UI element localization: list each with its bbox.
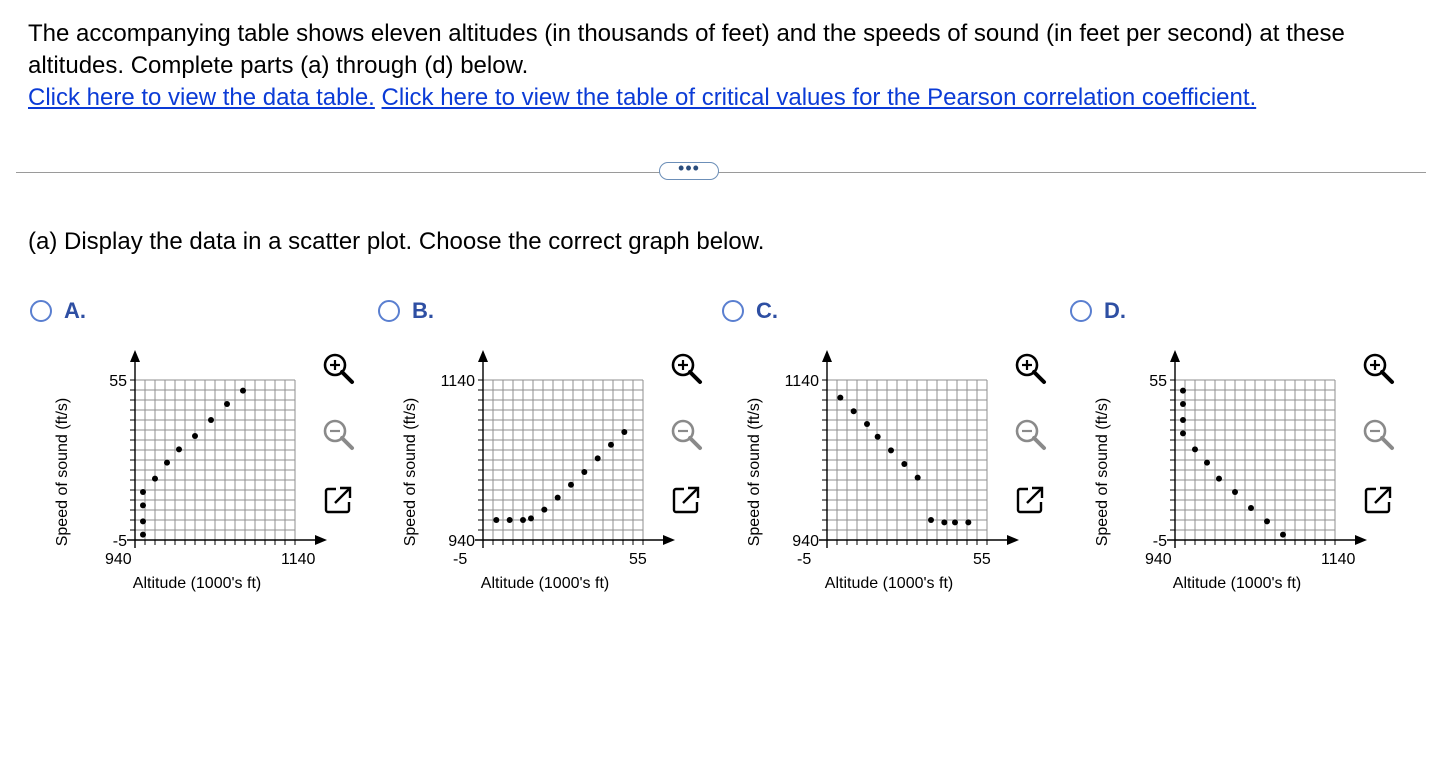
- popout-icon[interactable]: [320, 482, 356, 518]
- x-tick-label: 55: [629, 551, 647, 568]
- zoom-out-icon[interactable]: [668, 416, 704, 452]
- more-button[interactable]: •••: [659, 162, 719, 180]
- data-point: [176, 446, 182, 452]
- question-text: (a) Display the data in a scatter plot. Choose the correct graph below.: [28, 228, 765, 255]
- data-point: [520, 517, 526, 523]
- graph-tools: [668, 350, 708, 548]
- y-tick-label: 940: [448, 533, 475, 550]
- data-point: [192, 433, 198, 439]
- y-axis-arrow: [1170, 350, 1180, 362]
- data-point: [1232, 489, 1238, 495]
- data-point: [1180, 401, 1186, 407]
- zoom-in-icon[interactable]: [1360, 350, 1396, 386]
- data-point: [581, 469, 587, 475]
- zoom-in-icon[interactable]: [668, 350, 704, 386]
- data-point: [928, 517, 934, 523]
- x-axis-label: Altitude (1000's ft): [824, 575, 954, 592]
- y-axis-arrow: [478, 350, 488, 362]
- data-point: [941, 519, 947, 525]
- data-point: [493, 517, 499, 523]
- data-table-link[interactable]: Click here to view the data table.: [28, 84, 375, 111]
- y-tick-label: 1140: [440, 373, 475, 390]
- popout-icon[interactable]: [1012, 482, 1048, 518]
- y-tick-label: 55: [1149, 373, 1167, 390]
- graph-tools: [1012, 350, 1052, 548]
- data-point: [901, 461, 907, 467]
- plot-grid: [135, 380, 295, 540]
- x-tick-label: 940: [1145, 551, 1172, 568]
- scatter-plot: [378, 298, 678, 608]
- y-axis-label: Speed of sound (ft/s): [746, 397, 763, 547]
- data-point: [1216, 476, 1222, 482]
- y-axis-label: Speed of sound (ft/s): [54, 397, 71, 547]
- zoom-out-icon[interactable]: [320, 416, 356, 452]
- data-point: [1192, 446, 1198, 452]
- zoom-out-icon[interactable]: [1360, 416, 1396, 452]
- zoom-out-icon[interactable]: [1012, 416, 1048, 452]
- x-axis-label: Altitude (1000's ft): [132, 575, 262, 592]
- data-point: [152, 476, 158, 482]
- critical-values-link[interactable]: Click here to view the table of critical values for the Pearson correlation coefficient.: [381, 84, 1257, 111]
- data-point: [915, 475, 921, 481]
- data-point: [541, 507, 547, 513]
- data-point: [1280, 532, 1286, 538]
- data-point: [208, 417, 214, 423]
- data-point: [507, 517, 513, 523]
- data-point: [952, 519, 958, 525]
- y-axis-label: Speed of sound (ft/s): [402, 397, 419, 547]
- data-point: [240, 388, 246, 394]
- scatter-plot: [1070, 298, 1370, 608]
- popout-icon[interactable]: [1360, 482, 1396, 518]
- plot-grid: [827, 380, 987, 540]
- option-letter: D.: [1104, 298, 1126, 323]
- data-point: [864, 421, 870, 427]
- problem-text: The accompanying table shows eleven altitudes (in thousands of feet) and the speeds of sound (in feet per second) at these altitudes. Complete parts (a) through (d) below.: [28, 20, 1345, 79]
- zoom-in-icon[interactable]: [1012, 350, 1048, 386]
- plot-grid: [1175, 380, 1335, 540]
- data-point: [888, 447, 894, 453]
- scatter-plot: [722, 298, 1022, 608]
- data-point: [1204, 460, 1210, 466]
- data-point: [1180, 417, 1186, 423]
- answer-option-c[interactable]: [722, 298, 1072, 608]
- data-point: [608, 442, 614, 448]
- plot-grid: [483, 380, 643, 540]
- y-tick-label: -5: [1152, 533, 1167, 550]
- data-point: [140, 518, 146, 524]
- answer-option-a[interactable]: [30, 298, 380, 608]
- y-axis-label: Speed of sound (ft/s): [1094, 397, 1111, 547]
- data-point: [621, 429, 627, 435]
- data-point: [595, 455, 601, 461]
- data-point: [965, 519, 971, 525]
- data-point: [528, 515, 534, 521]
- y-tick-label: 55: [109, 373, 127, 390]
- graph-tools: [320, 350, 360, 548]
- x-tick-label: 1140: [281, 551, 316, 568]
- data-point: [140, 532, 146, 538]
- option-letter: C.: [756, 298, 778, 323]
- zoom-in-icon[interactable]: [320, 350, 356, 386]
- option-letter: A.: [64, 298, 86, 323]
- problem-intro: [28, 18, 1418, 114]
- x-axis-label: Altitude (1000's ft): [1172, 575, 1302, 592]
- data-point: [224, 401, 230, 407]
- x-tick-label: 55: [973, 551, 991, 568]
- scatter-plot: [30, 298, 330, 608]
- y-axis-arrow: [130, 350, 140, 362]
- y-axis-arrow: [822, 350, 832, 362]
- data-point: [837, 395, 843, 401]
- option-letter: B.: [412, 298, 434, 323]
- data-point: [164, 460, 170, 466]
- data-point: [875, 434, 881, 440]
- data-point: [1248, 505, 1254, 511]
- x-tick-label: 940: [105, 551, 132, 568]
- data-point: [1180, 430, 1186, 436]
- data-point: [140, 489, 146, 495]
- x-tick-label: -5: [453, 551, 468, 568]
- data-point: [568, 482, 574, 488]
- data-point: [1264, 518, 1270, 524]
- data-point: [140, 502, 146, 508]
- answer-option-b[interactable]: [378, 298, 728, 608]
- y-tick-label: 940: [792, 533, 819, 550]
- data-point: [851, 408, 857, 414]
- y-tick-label: 1140: [784, 373, 819, 390]
- answer-option-d[interactable]: [1070, 298, 1420, 608]
- x-tick-label: -5: [797, 551, 812, 568]
- problem-links: [28, 82, 1418, 114]
- popout-icon[interactable]: [668, 482, 704, 518]
- data-point: [555, 495, 561, 501]
- x-axis-label: Altitude (1000's ft): [480, 575, 610, 592]
- section-divider: [16, 172, 1426, 173]
- data-point: [1180, 388, 1186, 394]
- y-tick-label: -5: [112, 533, 127, 550]
- graph-tools: [1360, 350, 1400, 548]
- x-tick-label: 1140: [1321, 551, 1356, 568]
